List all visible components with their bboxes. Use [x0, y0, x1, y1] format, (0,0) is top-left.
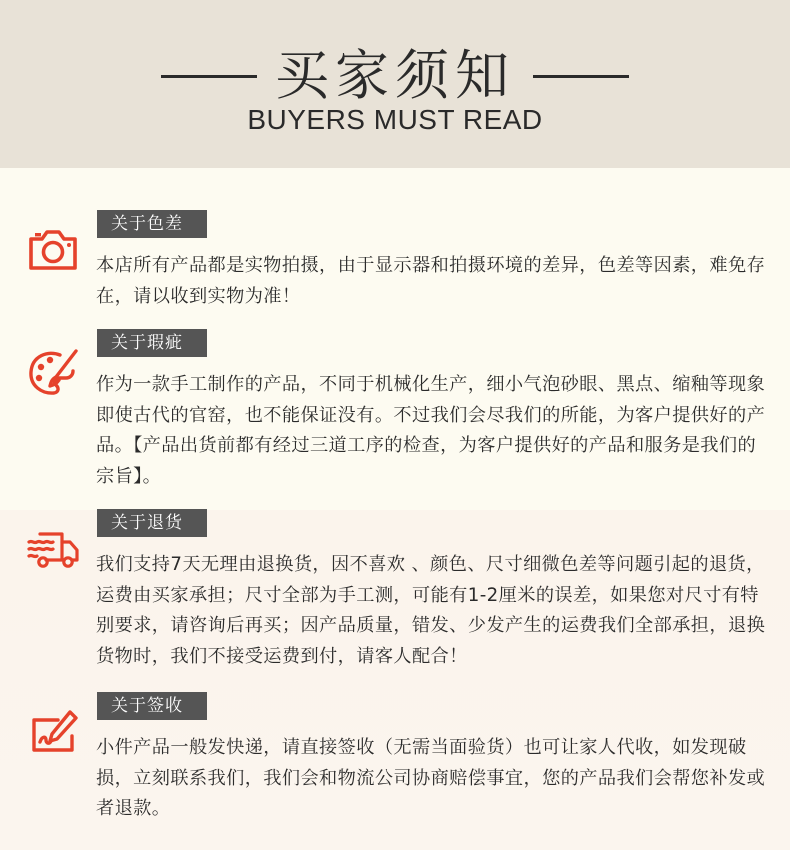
title-row [0, 38, 790, 114]
text-signing: 小件产品一般发快递，请直接签收（无需当面验货）也可让家人代收，如发现破损，立刻联系我们，我们会和物流公司协商赔偿事宜，您的产品我们会帮您补发或者退款。 [96, 737, 766, 819]
tag-flaws: 关于瑕疵 [97, 329, 207, 357]
delivery-truck-icon [26, 522, 80, 576]
palette-brush-icon [26, 346, 80, 400]
text-flaws: 作为一款手工制作的产品，不同于机械化生产，细小气泡砂眼、黑点、缩釉等现象即使古代的官窑，也不能保证没有。不过我们会尽我们的所能，为客户提供好的产品。【产品出货前都有经过三道工序的检查，为客户提供好的产品和服务是我们的宗旨】。 [96, 374, 766, 487]
tag-signing: 关于签收 [97, 692, 207, 720]
text-returns: 我们支持7天无理由退换货，因不喜欢 、颜色、尺寸细微色差等问题引起的退货，运费由买家承担；尺寸全部为手工测，可能有1-2厘米的误差，如果您对尺寸有特别要求，请咨询后再买；因产品质量，错发、少发产生的运费我们全部承担，退换货物时，我们不接受运费到付，请客人配合！ [96, 554, 766, 667]
page-subtitle: BUYERS MUST READ [247, 104, 543, 135]
header-banner [0, 0, 790, 168]
text-color-difference: 本店所有产品都是实物拍摄，由于显示器和拍摄环境的差异，色差等因素，难免存在，请以收到实物为准！ [96, 255, 766, 307]
sign-pen-icon [26, 706, 80, 760]
tag-color-difference: 关于色差 [97, 210, 207, 238]
page-title: 买家须知 [275, 44, 515, 107]
camera-icon [26, 222, 80, 276]
title-left-dash [161, 75, 257, 78]
tag-returns: 关于退货 [97, 509, 207, 537]
title-right-dash [533, 75, 629, 78]
